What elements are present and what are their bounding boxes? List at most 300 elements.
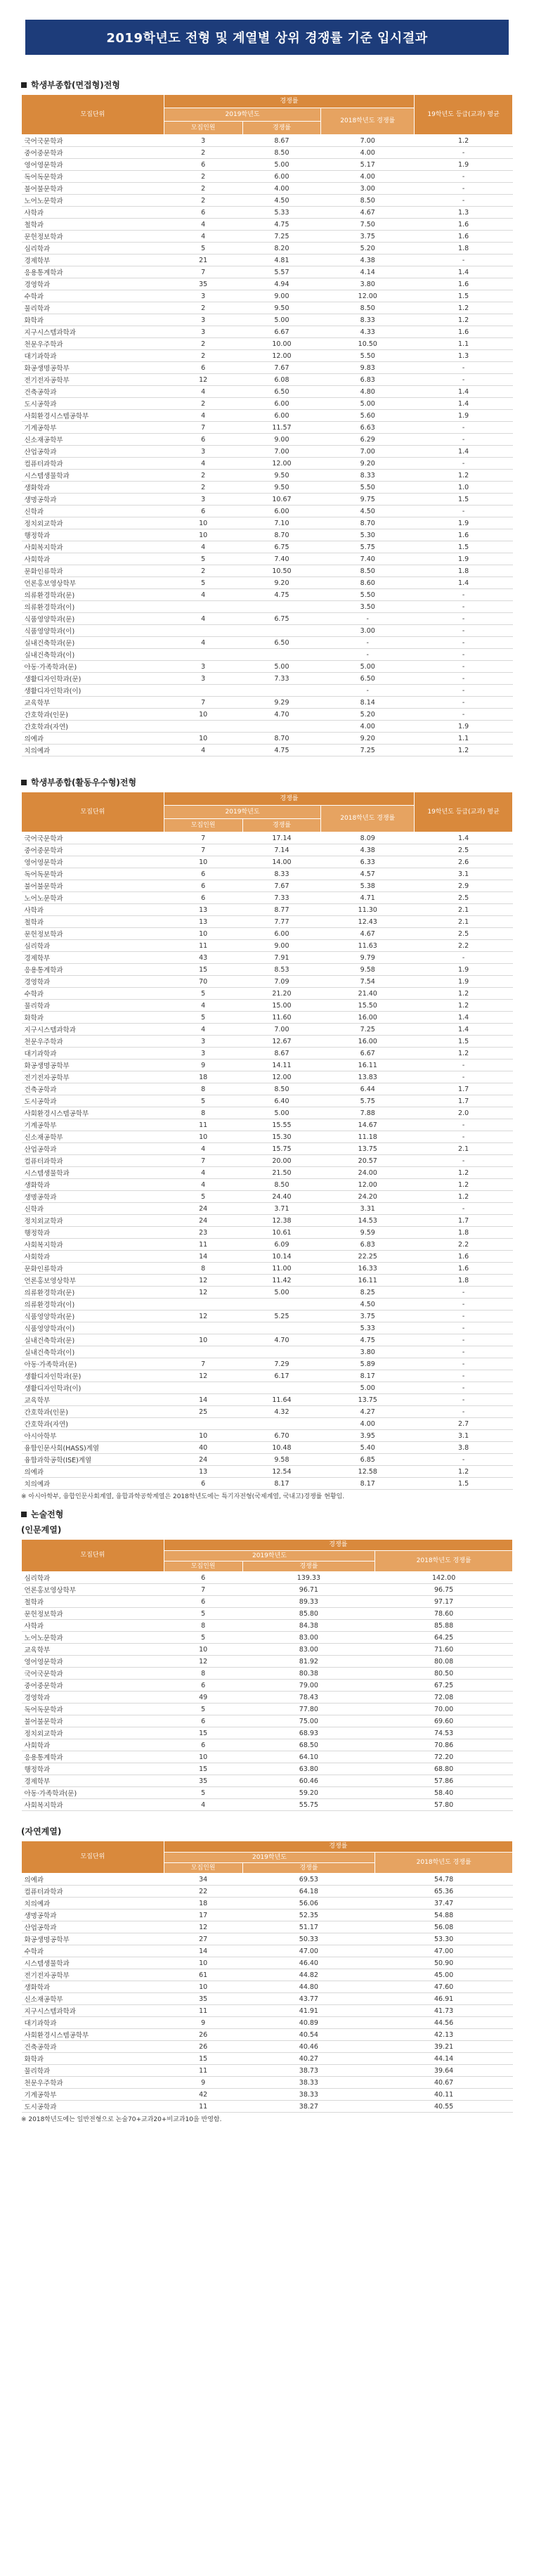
value-cell: 3 <box>164 135 242 147</box>
value-cell: 8.33 <box>321 470 415 482</box>
dept-cell: 의류환경학과(이) <box>22 1299 164 1310</box>
value-cell: 5 <box>164 1632 242 1644</box>
table-row <box>22 1981 513 1993</box>
footnote-essay: ※ 2018학년도에는 일반전형으로 논술70+교과20+비교과10을 반영함. <box>21 2116 222 2123</box>
value-cell: 24.40 <box>242 1191 321 1203</box>
value-cell: 42 <box>164 2089 242 2101</box>
value-cell: 3 <box>164 494 242 505</box>
value-cell: 10 <box>164 709 242 721</box>
table-body-science <box>22 1874 513 2113</box>
table-interview <box>21 94 513 756</box>
header-2019: 2019학년도 <box>164 806 321 819</box>
value-cell: 13.75 <box>321 1143 415 1155</box>
value-cell: 11.64 <box>242 1394 321 1406</box>
value-cell: 1.4 <box>415 386 513 398</box>
value-cell: 5.00 <box>242 159 321 171</box>
value-cell: 5.40 <box>321 1442 415 1454</box>
value-cell: 7.00 <box>321 135 415 147</box>
table-row <box>22 398 513 410</box>
value-cell: 6.00 <box>242 505 321 517</box>
value-cell: 7.40 <box>242 553 321 565</box>
table-row <box>22 1083 513 1095</box>
value-cell: 5.89 <box>321 1358 415 1370</box>
table-row <box>22 266 513 278</box>
table-row <box>22 1394 513 1406</box>
value-cell: 8.20 <box>242 243 321 255</box>
value-cell <box>164 1346 242 1358</box>
dept-cell: 컴퓨터과학과 <box>22 458 164 470</box>
value-cell: 38.27 <box>242 2101 375 2113</box>
table-row <box>22 446 513 458</box>
dept-cell: 독어독문학과 <box>22 868 164 880</box>
table-row <box>22 880 513 892</box>
value-cell: 5.75 <box>321 541 415 553</box>
dept-cell: 대기과학과 <box>22 350 164 362</box>
dept-cell: 의류환경학과(문) <box>22 589 164 601</box>
dept-cell: 생화학과 <box>22 482 164 494</box>
value-cell: 12 <box>164 1275 242 1287</box>
value-cell <box>164 685 242 697</box>
value-cell: - <box>415 1394 513 1406</box>
value-cell: 15.50 <box>321 1000 415 1012</box>
table-row <box>22 2041 513 2053</box>
value-cell: 11 <box>164 1239 242 1251</box>
dept-cell: 화학과 <box>22 1012 164 1024</box>
value-cell: 24 <box>164 1215 242 1227</box>
value-cell: 1.2 <box>415 1048 513 1060</box>
dept-cell: 생명공학과 <box>22 494 164 505</box>
value-cell: - <box>415 1155 513 1167</box>
value-cell: 72.20 <box>375 1751 513 1763</box>
value-cell: 8.50 <box>321 195 415 207</box>
value-cell: 5.50 <box>321 482 415 494</box>
value-cell: 5.00 <box>242 661 321 673</box>
dept-cell: 수학과 <box>22 1945 164 1957</box>
dept-cell: 대기과학과 <box>22 2017 164 2029</box>
dept-cell: 지구시스템과학과 <box>22 1024 164 1036</box>
dept-cell: 도시공학과 <box>22 398 164 410</box>
value-cell: - <box>415 1060 513 1071</box>
dept-cell: 경제학부 <box>22 255 164 266</box>
table-row <box>22 1763 513 1775</box>
table-row <box>22 1251 513 1263</box>
dept-cell: 생활디자인학과(문) <box>22 1370 164 1382</box>
header-2018: 2018학년도 경쟁률 <box>375 1853 513 1874</box>
dept-cell: 사학과 <box>22 1620 164 1632</box>
value-cell: 1.0 <box>415 482 513 494</box>
value-cell: 2.5 <box>415 892 513 904</box>
value-cell: 11.57 <box>242 422 321 434</box>
value-cell: 6 <box>164 892 242 904</box>
value-cell: - <box>415 171 513 183</box>
value-cell: 39.64 <box>375 2065 513 2077</box>
value-cell <box>164 601 242 613</box>
value-cell: 1.9 <box>415 553 513 565</box>
value-cell: 2.5 <box>415 928 513 940</box>
value-cell: 4.50 <box>321 1299 415 1310</box>
table-row <box>22 565 513 577</box>
table-row <box>22 916 513 928</box>
value-cell: 6.00 <box>242 928 321 940</box>
table-row <box>22 1119 513 1131</box>
value-cell: 10.48 <box>242 1442 321 1454</box>
table-row <box>22 976 513 988</box>
value-cell: 5.25 <box>242 1310 321 1322</box>
value-cell: 50.90 <box>375 1957 513 1969</box>
value-cell: - <box>415 601 513 613</box>
value-cell: 6.17 <box>242 1370 321 1382</box>
value-cell: 54.88 <box>375 1910 513 1921</box>
value-cell: 10 <box>164 1131 242 1143</box>
value-cell: 1.5 <box>415 541 513 553</box>
value-cell: 10 <box>164 1957 242 1969</box>
value-cell: 4.32 <box>242 1406 321 1418</box>
value-cell: 7.14 <box>242 844 321 856</box>
value-cell: 1.2 <box>415 314 513 326</box>
value-cell: 12.00 <box>242 350 321 362</box>
value-cell: 9.58 <box>321 964 415 976</box>
value-cell: 42.13 <box>375 2029 513 2041</box>
value-cell: 12.00 <box>242 458 321 470</box>
value-cell: 1.9 <box>415 964 513 976</box>
dept-cell: 국어국문학과 <box>22 832 164 844</box>
value-cell: 6 <box>164 868 242 880</box>
header-dept: 모집단위 <box>22 1841 164 1874</box>
value-cell: 1.6 <box>415 326 513 338</box>
table-row <box>22 1957 513 1969</box>
value-cell: 5 <box>164 1608 242 1620</box>
value-cell: 4.14 <box>321 266 415 278</box>
dept-cell: 응용통계학과 <box>22 964 164 976</box>
value-cell: 3.00 <box>321 625 415 637</box>
dept-cell: 실내건축학과(문) <box>22 637 164 649</box>
value-cell: 9.58 <box>242 1454 321 1466</box>
value-cell: 6 <box>164 1739 242 1751</box>
dept-cell: 응용통계학과 <box>22 266 164 278</box>
dept-cell: 문화인류학과 <box>22 1263 164 1275</box>
value-cell: 85.80 <box>242 1608 375 1620</box>
dept-cell: 경영학과 <box>22 1692 164 1704</box>
value-cell: 1.3 <box>415 207 513 219</box>
value-cell: 13 <box>164 1466 242 1478</box>
value-cell: 1.6 <box>415 529 513 541</box>
table-row <box>22 1775 513 1787</box>
value-cell: 5 <box>164 1095 242 1107</box>
value-cell: 25 <box>164 1406 242 1418</box>
dept-cell: 심리학과 <box>22 1572 164 1584</box>
value-cell: 5.30 <box>321 529 415 541</box>
value-cell: 9.20 <box>321 458 415 470</box>
value-cell: 34 <box>164 1874 242 1886</box>
value-cell: 38.33 <box>242 2089 375 2101</box>
table-row <box>22 374 513 386</box>
value-cell: 6.44 <box>321 1083 415 1095</box>
value-cell: 16.11 <box>321 1275 415 1287</box>
value-cell: 5.75 <box>321 1095 415 1107</box>
value-cell: 5.33 <box>242 207 321 219</box>
dept-cell: 전기전자공학부 <box>22 1969 164 1981</box>
dept-cell: 사회환경시스템공학부 <box>22 410 164 422</box>
value-cell: - <box>415 1346 513 1358</box>
dept-cell: 전기전자공학부 <box>22 374 164 386</box>
dept-cell: 중어중문학과 <box>22 1680 164 1692</box>
value-cell: 4 <box>164 386 242 398</box>
dept-cell: 노어노문학과 <box>22 195 164 207</box>
value-cell: 12 <box>164 1921 242 1933</box>
value-cell: - <box>415 649 513 661</box>
dept-cell: 생화학과 <box>22 1981 164 1993</box>
value-cell: 5.00 <box>321 1382 415 1394</box>
dept-cell: 컴퓨터과학과 <box>22 1886 164 1898</box>
value-cell: 1.8 <box>415 1275 513 1287</box>
dept-cell: 융합과학공학(ISE)계열 <box>22 1454 164 1466</box>
value-cell: 2.9 <box>415 880 513 892</box>
table-row <box>22 1215 513 1227</box>
value-cell: 6 <box>164 1572 242 1584</box>
value-cell: 47.60 <box>375 1981 513 1993</box>
table-row <box>22 410 513 422</box>
dept-cell: 화공생명공학부 <box>22 1933 164 1945</box>
dept-cell: 건축공학과 <box>22 2041 164 2053</box>
section-title-text: 학생부종합(면접형)전형 <box>31 80 120 90</box>
value-cell: 4 <box>164 589 242 601</box>
value-cell: - <box>415 434 513 446</box>
value-cell: - <box>415 458 513 470</box>
dept-cell: 중어중문학과 <box>22 147 164 159</box>
table-row <box>22 541 513 553</box>
value-cell: 5 <box>164 243 242 255</box>
dept-cell: 아동·가족학과(문) <box>22 1358 164 1370</box>
value-cell: 9.00 <box>242 940 321 952</box>
table-row <box>22 601 513 613</box>
table-row <box>22 1969 513 1981</box>
value-cell <box>164 649 242 661</box>
value-cell <box>164 1382 242 1394</box>
value-cell: 7.00 <box>321 446 415 458</box>
value-cell: 1.5 <box>415 1478 513 1490</box>
value-cell: 7.33 <box>242 892 321 904</box>
value-cell: 8.50 <box>242 1179 321 1191</box>
table-row <box>22 1751 513 1763</box>
value-cell: 3.50 <box>321 601 415 613</box>
value-cell <box>164 1418 242 1430</box>
table-row <box>22 458 513 470</box>
subsection-science: (자연계열) <box>21 1827 62 1836</box>
value-cell: 38.33 <box>242 2077 375 2089</box>
dept-cell: 간호학과(자연) <box>22 721 164 733</box>
value-cell: 2 <box>164 482 242 494</box>
value-cell: 1.1 <box>415 733 513 745</box>
table-row <box>22 362 513 374</box>
value-cell: 67.25 <box>375 1680 513 1692</box>
dept-cell: 경제학부 <box>22 1775 164 1787</box>
value-cell: 2.2 <box>415 1239 513 1251</box>
dept-cell: 문화인류학과 <box>22 565 164 577</box>
value-cell <box>242 1322 321 1334</box>
table-row <box>22 685 513 697</box>
value-cell: 15.75 <box>242 1143 321 1155</box>
table-row <box>22 159 513 171</box>
dept-cell: 실내건축학과(이) <box>22 1346 164 1358</box>
value-cell: - <box>415 1322 513 1334</box>
value-cell: 7 <box>164 1155 242 1167</box>
value-cell: 18 <box>164 1898 242 1910</box>
dept-cell: 철학과 <box>22 219 164 231</box>
header-2018: 2018학년도 경쟁률 <box>375 1551 513 1572</box>
value-cell: 8.70 <box>242 529 321 541</box>
value-cell: 2.7 <box>415 1418 513 1430</box>
table-row <box>22 2053 513 2065</box>
value-cell: 6.29 <box>321 434 415 446</box>
dept-cell: 산업공학과 <box>22 1921 164 1933</box>
value-cell: - <box>415 685 513 697</box>
table-row <box>22 1656 513 1668</box>
value-cell: 5.60 <box>321 410 415 422</box>
table-row <box>22 1442 513 1454</box>
value-cell: 4.00 <box>321 171 415 183</box>
value-cell: 51.17 <box>242 1921 375 1933</box>
value-cell: 17.14 <box>242 832 321 844</box>
value-cell: 6 <box>164 505 242 517</box>
value-cell: 6 <box>164 1478 242 1490</box>
value-cell: 49 <box>164 1692 242 1704</box>
value-cell: 1.6 <box>415 1251 513 1263</box>
section-title-activity <box>21 776 513 789</box>
value-cell: - <box>415 697 513 709</box>
value-cell: - <box>415 661 513 673</box>
table-row <box>22 1715 513 1727</box>
value-cell: 4.70 <box>242 1334 321 1346</box>
dept-cell: 기계공학부 <box>22 422 164 434</box>
value-cell: - <box>415 1310 513 1322</box>
value-cell: 3.80 <box>321 278 415 290</box>
table-row <box>22 2017 513 2029</box>
value-cell: 1.5 <box>415 1036 513 1048</box>
table-row <box>22 1239 513 1251</box>
dept-cell: 신소재공학부 <box>22 1993 164 2005</box>
header-quota: 모집인원 <box>164 1561 242 1572</box>
value-cell: 1.9 <box>415 410 513 422</box>
value-cell: 5.38 <box>321 880 415 892</box>
table-row <box>22 1584 513 1596</box>
value-cell: 1.2 <box>415 302 513 314</box>
value-cell: 1.4 <box>415 577 513 589</box>
value-cell: 4.80 <box>321 386 415 398</box>
table-row <box>22 733 513 745</box>
value-cell: 26 <box>164 2041 242 2053</box>
table-row <box>22 1071 513 1083</box>
table-body-interview <box>22 135 513 756</box>
value-cell: 24.00 <box>321 1167 415 1179</box>
value-cell: 2.5 <box>415 844 513 856</box>
table-row <box>22 1596 513 1608</box>
value-cell: 47.00 <box>375 1945 513 1957</box>
value-cell <box>242 625 321 637</box>
value-cell: 8.17 <box>242 1478 321 1490</box>
dept-cell: 산업공학과 <box>22 446 164 458</box>
table-row <box>22 1107 513 1119</box>
value-cell: 63.80 <box>242 1763 375 1775</box>
value-cell: 43.77 <box>242 1993 375 2005</box>
table-row <box>22 1799 513 1811</box>
value-cell: 3.00 <box>321 183 415 195</box>
value-cell: 3.1 <box>415 1430 513 1442</box>
table-row <box>22 1370 513 1382</box>
table-row <box>22 1191 513 1203</box>
table-row <box>22 1012 513 1024</box>
header-2019: 2019학년도 <box>164 1551 375 1561</box>
dept-cell: 신소재공학부 <box>22 434 164 446</box>
value-cell: 5 <box>164 553 242 565</box>
value-cell: 44.56 <box>375 2017 513 2029</box>
value-cell: 6.70 <box>242 1430 321 1442</box>
dept-cell: 경영학과 <box>22 976 164 988</box>
value-cell: 2 <box>164 195 242 207</box>
value-cell: 8 <box>164 1263 242 1275</box>
dept-cell: 행정학과 <box>22 1227 164 1239</box>
value-cell: 6 <box>164 1596 242 1608</box>
dept-cell: 물리학과 <box>22 302 164 314</box>
value-cell: 1.4 <box>415 1012 513 1024</box>
value-cell: - <box>415 1454 513 1466</box>
value-cell: 1.8 <box>415 565 513 577</box>
table-row <box>22 1993 513 2005</box>
value-cell <box>164 1322 242 1334</box>
value-cell: 58.40 <box>375 1787 513 1799</box>
value-cell: 7.91 <box>242 952 321 964</box>
header-quota: 모집인원 <box>164 1863 242 1874</box>
table-row <box>22 649 513 661</box>
value-cell: 4.27 <box>321 1406 415 1418</box>
value-cell: 4.70 <box>242 709 321 721</box>
value-cell: 1.2 <box>415 1191 513 1203</box>
value-cell: 5.00 <box>242 314 321 326</box>
value-cell: 4.75 <box>242 219 321 231</box>
table-row <box>22 1060 513 1071</box>
dept-cell: 사회복지학과 <box>22 541 164 553</box>
value-cell: 3 <box>164 314 242 326</box>
dept-cell: 노어노문학과 <box>22 1632 164 1644</box>
dept-cell: 중어중문학과 <box>22 844 164 856</box>
dept-cell: 수학과 <box>22 290 164 302</box>
value-cell: 10 <box>164 1644 242 1656</box>
value-cell: 22 <box>164 1886 242 1898</box>
value-cell: 55.75 <box>242 1799 375 1811</box>
value-cell: 3.75 <box>321 231 415 243</box>
dept-cell: 아동·가족학과(문) <box>22 1787 164 1799</box>
table-row <box>22 1572 513 1584</box>
value-cell: 9.83 <box>321 362 415 374</box>
value-cell: 5.50 <box>321 589 415 601</box>
table-row <box>22 434 513 446</box>
value-cell: 6.08 <box>242 374 321 386</box>
value-cell: 4.71 <box>321 892 415 904</box>
value-cell: 1.9 <box>415 721 513 733</box>
value-cell: - <box>415 1131 513 1143</box>
value-cell: 6 <box>164 362 242 374</box>
value-cell: 13.83 <box>321 1071 415 1083</box>
dept-cell: 실내건축학과(문) <box>22 1334 164 1346</box>
dept-cell: 의류환경학과(문) <box>22 1287 164 1299</box>
header-grade: 19학년도 등급(교과) 평균 <box>415 792 513 832</box>
value-cell: 13 <box>164 916 242 928</box>
table-row <box>22 255 513 266</box>
dept-cell: 지구시스템과학과 <box>22 326 164 338</box>
square-bullet-icon <box>21 1512 27 1517</box>
table-row <box>22 1036 513 1048</box>
value-cell: 13.75 <box>321 1394 415 1406</box>
value-cell: 2 <box>164 147 242 159</box>
